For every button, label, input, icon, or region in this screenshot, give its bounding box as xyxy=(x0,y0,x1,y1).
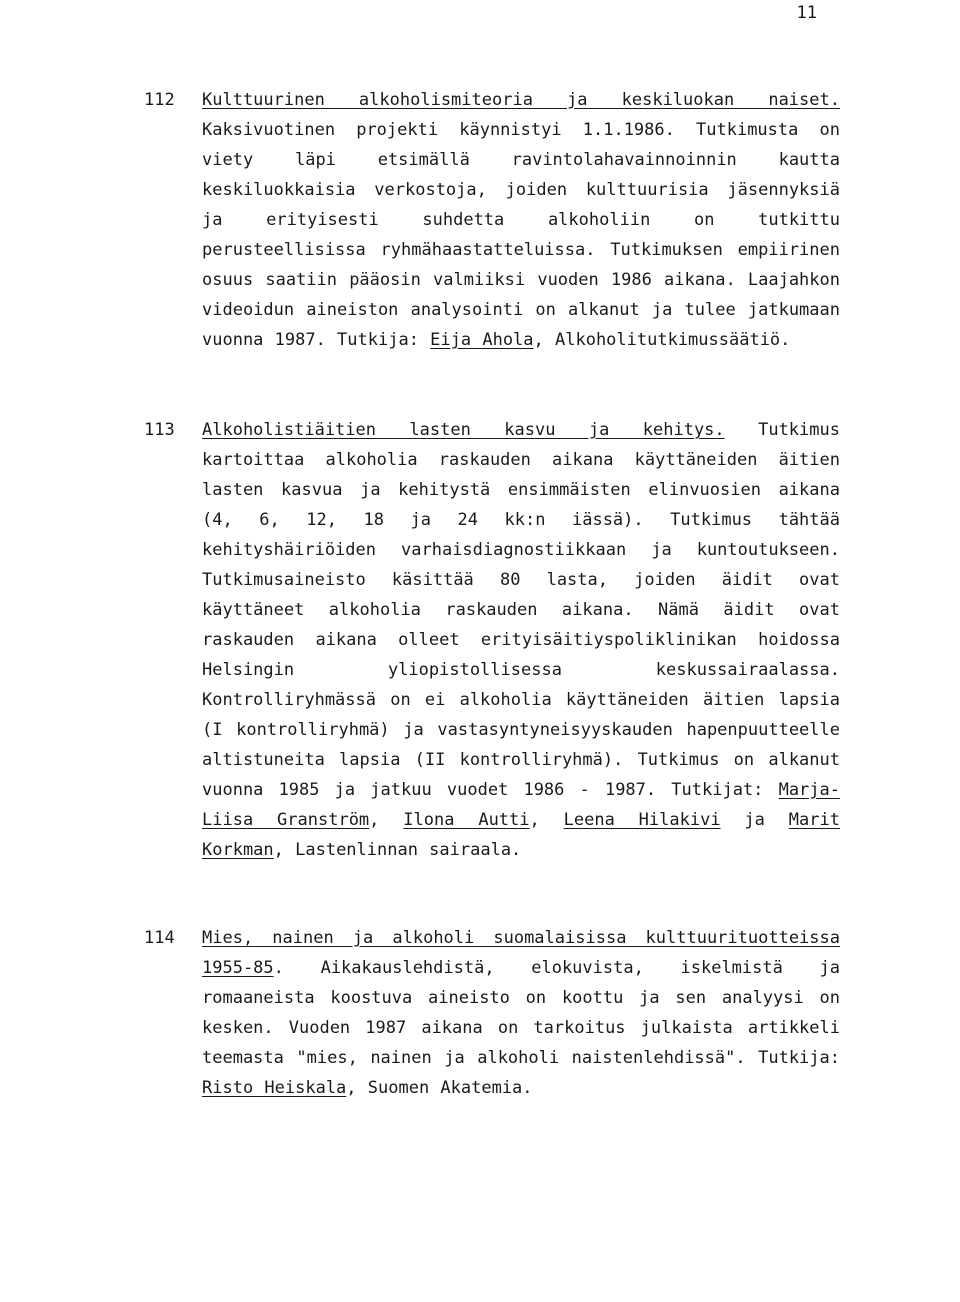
researcher-name: Marja-Liisa Granström xyxy=(202,780,840,830)
entry-body: Kaksivuotinen projekti käynnistyi 1.1.1986. Tutkimusta on viety läpi etsimällä ravintolahavainnoinnin kautta keskiluokkaisia verkostoja, joiden kulttuurisia jäsennyksiä ja erityisesti suhdetta alkoholiin on tutkittu perusteellisissa ryhmähaastatteluissa. Tutkimuksen empiirinen osuus saatiin pääosin valmiiksi vuoden 1986 aikana. Laajahkon videoidun aineiston analysointi on alkanut ja tulee jatkumaan vuonna 1987. Tutkija: xyxy=(202,120,840,350)
page-number: 11 xyxy=(796,3,817,23)
researcher-affiliation: , Lastenlinnan sairaala. xyxy=(273,840,522,860)
researcher-affiliation: , Alkoholitutkimussäätiö. xyxy=(533,330,791,350)
researcher-separator: , xyxy=(529,810,564,830)
entry-body: Aikakauslehdistä, elokuvista, iskelmistä ja romaaneista koostuva aineisto on koottu ja sen analyysi on kesken. Vuoden 1987 aikana on tarkoitus julkaista artikkeli teemasta "mies, nainen ja alkoholi naistenlehdissä". Tutkija: xyxy=(202,958,840,1068)
researcher-separator: ja xyxy=(720,810,789,830)
entry-number: 113 xyxy=(144,420,175,440)
entry-title-end: . xyxy=(829,90,840,110)
entry-114 xyxy=(144,923,844,1103)
researcher-name: Leena Hilakivi xyxy=(563,810,721,830)
researcher-name: Ilona Autti xyxy=(403,810,530,830)
researcher-affiliation: , Suomen Akatemia. xyxy=(346,1078,533,1098)
entry-text xyxy=(202,415,840,865)
entry-title-end: . xyxy=(273,958,284,978)
entry-113 xyxy=(144,415,844,865)
researcher-name: Eija Ahola xyxy=(430,330,534,350)
researcher-name: Marit Korkman xyxy=(202,810,840,860)
researcher-name: Risto Heiskala xyxy=(202,1078,347,1098)
entry-title: Alkoholistiäitien lasten kasvu ja kehitys xyxy=(202,420,715,440)
entry-title: Kulttuurinen alkoholismiteoria ja keskiluokan naiset xyxy=(202,90,830,110)
entry-text xyxy=(202,85,840,355)
entry-text xyxy=(202,923,840,1103)
entry-number: 112 xyxy=(144,90,175,110)
researcher-separator: , xyxy=(369,810,404,830)
entry-title: Mies, nainen ja alkoholi suomalaisissa kulttuurituotteissa 1955-85 xyxy=(202,928,840,978)
entry-112 xyxy=(144,85,844,355)
entry-body: Tutkimus kartoittaa alkoholia raskauden aikana käyttäneiden äitien lasten kasvua ja kehitystä ensimmäisten elinvuosien aikana (4, 6, 12, 18 ja 24 kk:n iässä). Tutkimus tähtää kehityshäiriöiden varhaisdiagnostiikkaan ja kuntoutukseen. Tutkimusaineisto käsittää 80 lasta, joiden äidit ovat käyttäneet alkoholia raskauden aikana. Nämä äidit ovat raskauden aikana olleet erityisäitiyspoliklinikan hoidossa Helsingin yliopistollisessa keskussairaalassa. Kontrolliryhmässä on ei alkoholia käyttäneiden äitien lapsia (I kontrolliryhmä) ja vastasyntyneisyyskauden hapenpuutteelle altistuneita lapsia (II kontrolliryhmä). Tutkimus on alkanut vuonna 1985 ja jatkuu vuodet 1986 - 1987. Tutkijat: xyxy=(202,420,840,800)
entry-title-end: . xyxy=(714,420,725,440)
entry-number: 114 xyxy=(144,928,175,948)
